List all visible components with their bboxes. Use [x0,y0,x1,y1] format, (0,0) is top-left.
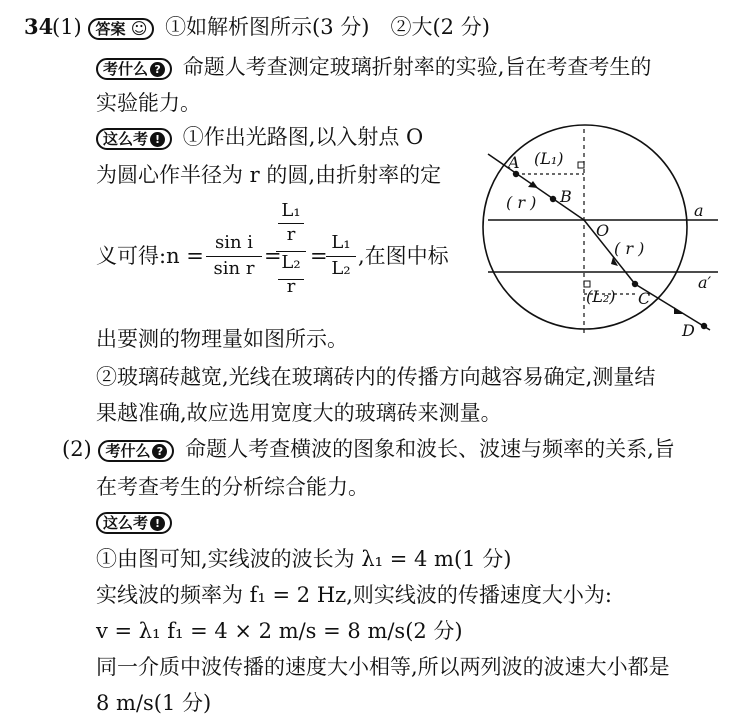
part1-explain-line5: ②玻璃砖越宽,光线在玻璃砖内的传播方向越容易确定,测量结 [96,365,656,389]
part2-label: (2) [62,437,92,461]
part1-explain-line2: 为圆心作半径为 r 的圆,由折射率的定 [96,163,442,187]
point-D [701,323,707,329]
label-a-prime: a′ [698,273,712,292]
frac-bar-main [276,251,306,252]
label-B: B [560,187,572,206]
frac-bar [278,279,304,280]
point-B [550,196,556,202]
equals-2: = [310,244,328,268]
frac-L-den: L₂ [331,258,351,279]
label-L1: (L₁) [534,149,564,168]
kaoshenme-badge-text: 考什么 [103,59,149,78]
right-angle-mark [578,162,584,168]
part1-explain-line6: 果越准确,故应选用宽度大的玻璃砖来测量。 [96,401,502,425]
zheme-badge [96,128,172,150]
frac-L-num: L₁ [331,232,351,253]
frac-r1: r [286,224,296,245]
equals-1: = [264,244,282,268]
frac-L1: L₁ [281,200,301,221]
part2-kaoshenme-line1 [62,436,675,462]
part2-line4: 同一介质中波传播的速度大小相等,所以两列波的波速大小都是 [96,655,670,679]
kaoshenme-badge [96,58,172,80]
part2-line2: 实线波的频率为 f₁ = 2 Hz,则实线波的传播速度大小为: [96,583,612,607]
point-C [632,281,638,287]
part2-line1: ①由图可知,实线波的波长为 λ₁ = 4 m(1 分) [96,547,512,571]
frac-sin-den: sin r [213,258,255,279]
kaoshenme-text: 命题人考查测定玻璃折射率的实验,旨在考查考生的 [182,55,652,79]
part1-kaoshenme-line2: 实验能力。 [96,91,201,115]
label-a: a [694,201,704,220]
zheme-badge [96,512,172,534]
frac-bar [206,256,262,257]
refraction-diagram [478,124,718,344]
label-D: D [682,321,695,340]
label-C: C [638,289,651,308]
part1-explain-line1 [96,124,423,150]
part2-line5: 8 m/s(1 分) [96,691,212,715]
formula-suffix: ,在图中标 [358,244,449,268]
frac-sin-num: sin i [214,232,254,253]
frac-r2: r [286,276,296,297]
frac-bar [278,223,304,224]
part1-answer-line [52,14,490,40]
question-number: 34 [24,14,54,39]
frac-compound [276,200,306,298]
part2-kaoshenme-line2: 在考查考生的分析综合能力。 [96,475,369,499]
kaoshenme-badge [98,440,174,462]
label-r1: ( r ) [506,193,537,212]
formula-prefix: 义可得:n = [96,244,204,268]
part1-kaoshenme-line1 [96,54,651,80]
part2-line3: v = λ₁ f₁ = 4 × 2 m/s = 8 m/s(2 分) [96,619,463,643]
exclaim-icon: ! [150,516,165,531]
answer-badge-text: 答案 [95,19,126,38]
kaoshenme-badge-text: 考什么 [105,441,151,460]
label-O: O [596,221,610,240]
explain-text-1: ①作出光路图,以入射点 O [182,125,424,149]
answer-text: ①如解析图所示(3 分) ②大(2 分) [165,15,490,39]
frac-L2: L₂ [281,252,301,273]
frac-L [326,232,356,280]
label-r2: ( r ) [614,239,645,258]
zheme-badge-text: 这么考 [103,129,149,148]
label-A: A [508,153,520,172]
part1-explain-line4: 出要测的物理量如图所示。 [96,327,348,351]
part2-zheme-badge-line [96,508,176,534]
answer-badge [88,18,154,40]
kaoshenme-text: 命题人考查横波的图象和波长、波速与频率的关系,旨 [185,437,675,461]
zheme-badge-text: 这么考 [103,513,149,532]
label-L2: (L₂) [586,287,616,306]
frac-bar [326,256,356,257]
question-icon: ? [150,62,165,77]
part1-label: (1) [52,15,82,39]
frac-sin [206,232,262,280]
question-icon: ? [152,444,167,459]
exclaim-icon: ! [150,132,165,147]
smile-icon: ☺ [130,18,148,38]
